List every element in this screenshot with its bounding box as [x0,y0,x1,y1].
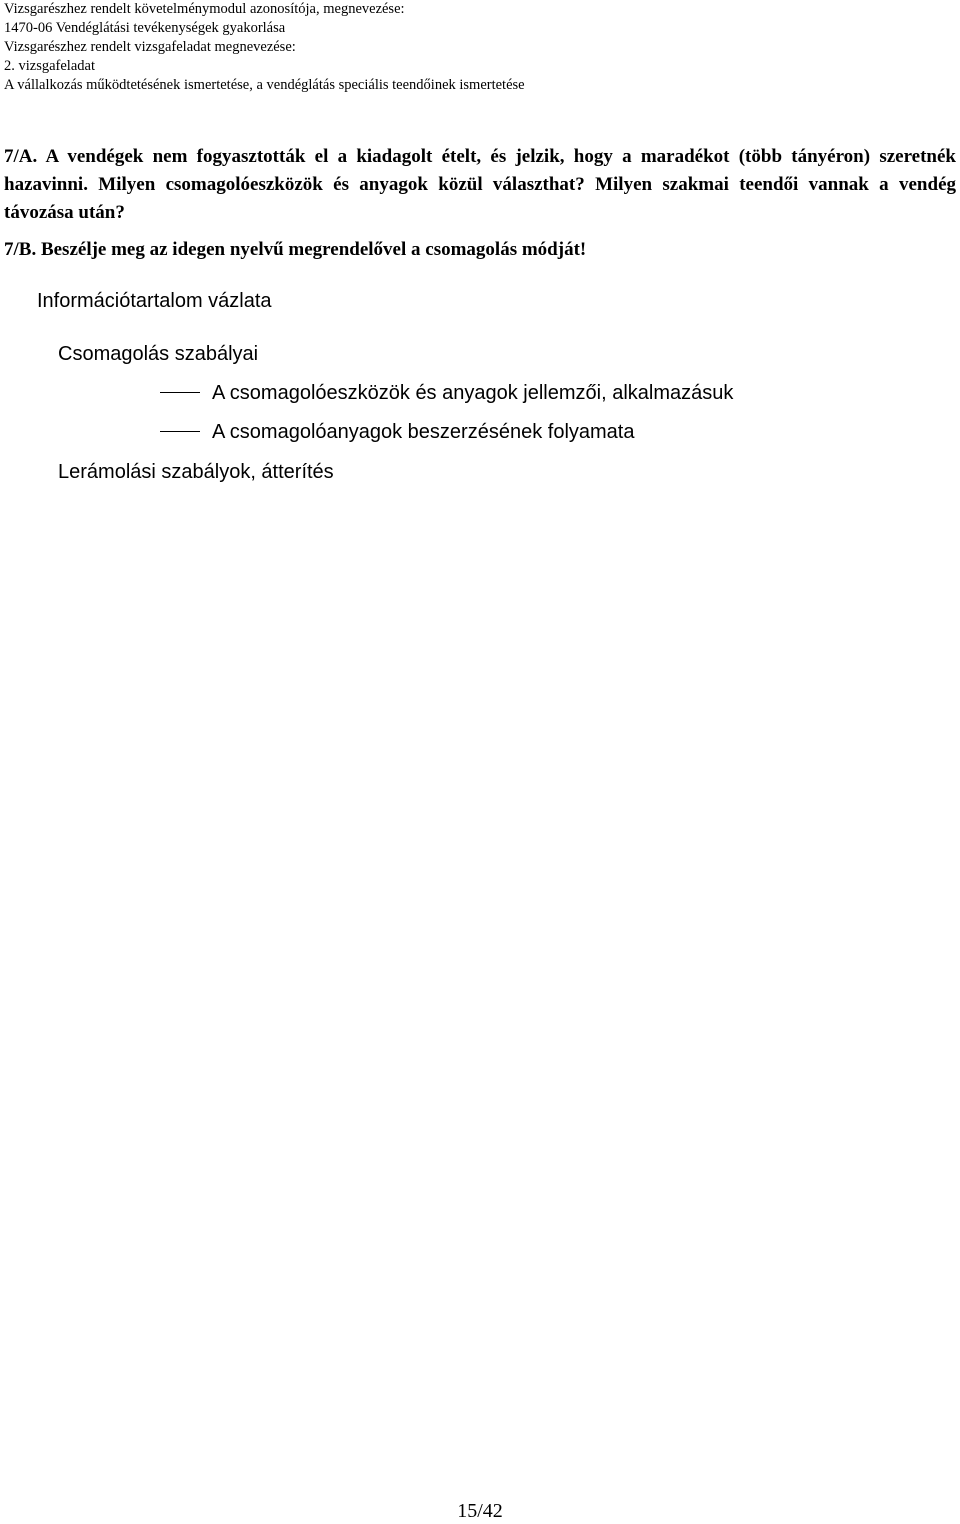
outline-item-clearing-rules: Lerámolási szabályok, átterítés [58,461,334,483]
header-line-module-label: Vizsgarészhez rendelt követelménymodul azonosítója, megnevezése: [4,1,405,17]
dash-bullet-icon [160,431,200,432]
header-line-task-number: 2. vizsgafeladat [4,58,95,74]
outline-item-packaging-rules: Csomagolás szabályai [58,343,259,365]
header-line-task-label: Vizsgarészhez rendelt vizsgafeladat megnevezése: [4,39,296,55]
outline-subitem-materials-text: A csomagolóeszközök és anyagok jellemzői, alkalmazásuk [212,382,734,404]
task-7a-question: 7/A. A vendégek nem fogyasztották el a kiadagolt ételt, és jelzik, hogy a maradékot (több tányéron) szeretnék hazavinni. Milyen csomagolóeszközök és anyagok közül választhat? Milyen szakmai teendői vannak a vendég távozása után? [4,146,956,223]
document-header [4,0,954,95]
task-7b-question: 7/B. Beszélje meg az idegen nyelvű megrendelővel a csomagolás módját! [4,239,587,260]
page-number: 15/42 [457,1500,503,1522]
outline-subitem-procurement-text: A csomagolóanyagok beszerzésének folyamata [212,421,635,443]
header-line-module-name: 1470-06 Vendéglátási tevékenységek gyakorlása [4,20,286,36]
outline-subitem-materials [160,379,733,407]
outline-title: Információtartalom vázlata [37,290,272,312]
outline-subitem-procurement [160,418,634,446]
header-line-task-name: A vállalkozás működtetésének ismertetése, a vendéglátás speciális teendőinek ismertetése [4,77,525,93]
dash-bullet-icon [160,392,200,393]
